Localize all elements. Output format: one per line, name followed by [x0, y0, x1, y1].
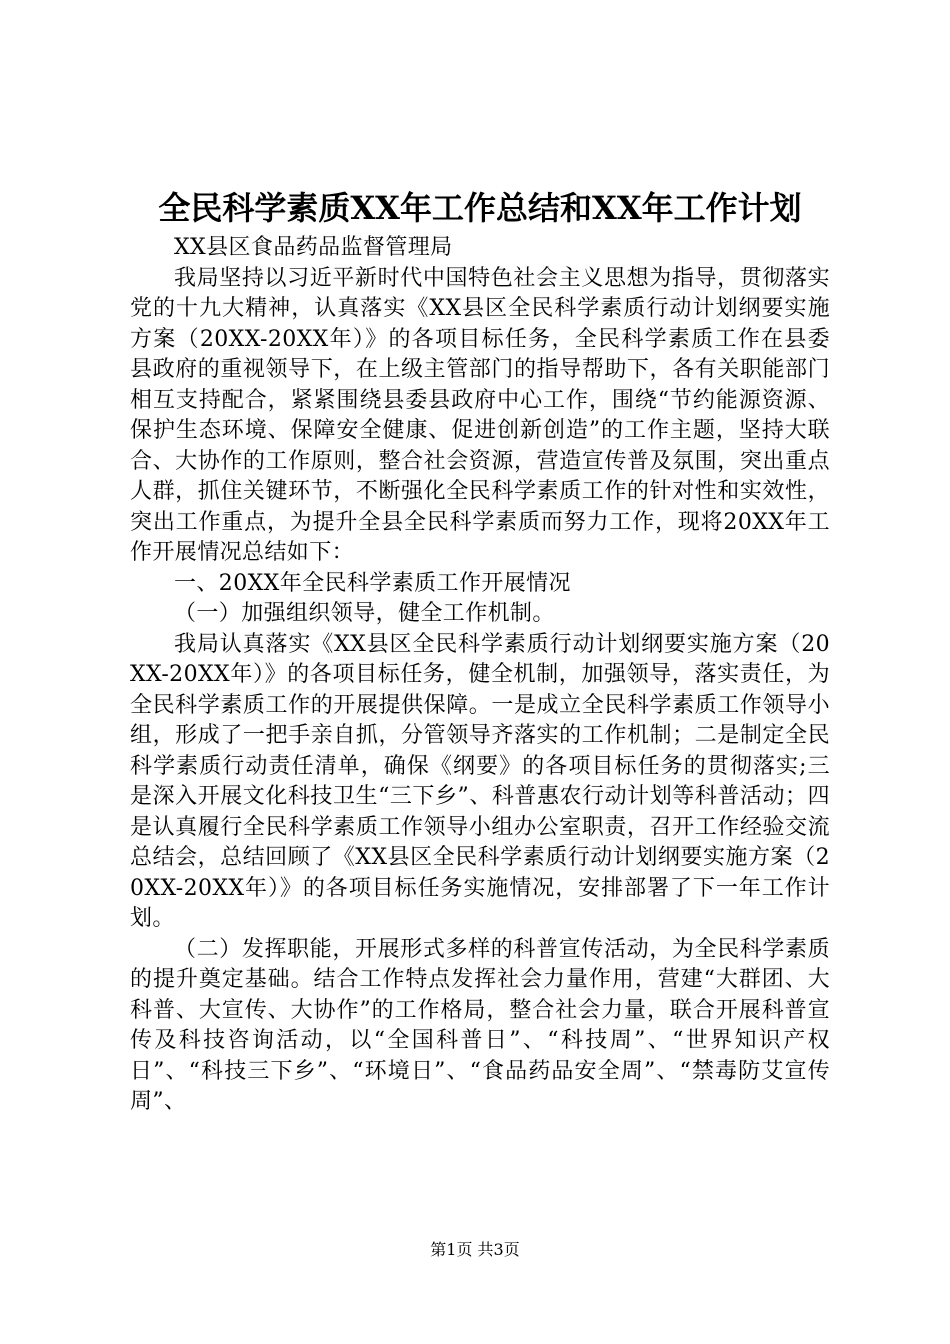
section-heading: 一、20XX年全民科学素质工作开展情况 [174, 570, 571, 596]
paragraph-subsection-2: （二）发挥职能，开展形式多样的科普宣传活动，为全民科学素质的提升奠定基础。结合工作特点发挥社会力量作用，营建“大群团、大科普、大宣传、大协作”的工作格局，整合社会力量，联合开展科普宣传及科技咨询活动，以“全国科普日”、“科技周”、“世界知识产权日”、“科技三下乡”、“环境日”、“食品药品安全周”、“禁毒防艾宣传周”、 [130, 936, 830, 1114]
issuing-organization: XX县区食品药品监督管理局 [174, 235, 453, 260]
page-footer: 第1页 共3页 [430, 1240, 520, 1259]
document-title: 全民科学素质XX年工作总结和XX年工作计划 [158, 189, 802, 227]
paragraph-subsection-1: 我局认真落实《XX县区全民科学素质行动计划纲要实施方案（20XX-20XX年）》的各项目标任务，健全机制，加强领导，落实责任，为全民科学素质工作的开展提供保障。一是成立全民科学素质工作领导小组，形成了一把手亲自抓，分管领导齐落实的工作机制；二是制定全民科学素质行动责任清单，确保《纲要》的各项目标任务的贯彻落实;三是深入开展文化科技卫生“三下乡”、科普惠农行动计划等科普活动；四是认真履行全民科学素质工作领导小组办公室职责，召开工作经验交流总结会，总结回顾了《XX县区全民科学素质行动计划纲要实施方案（20XX-20XX年）》的各项目标任务实施情况，安排部署了下一年工作计划。 [130, 631, 830, 931]
subsection-heading-1: （一）加强组织领导，健全工作机制。 [174, 601, 555, 626]
paragraph-intro: 我局坚持以习近平新时代中国特色社会主义思想为指导，贯彻落实党的十九大精神，认真落实《XX县区全民科学素质行动计划纲要实施方案（20XX-20XX年）》的各项目标任务，全民科学素质工作在县委县政府的重视领导下，在上级主管部门的指导帮助下，各有关职能部门相互支持配合，紧紧围绕县委县政府中心工作，围绕“节约能源资源、保护生态环境、保障安全健康、促进创新创造”的工作主题，坚持大联合、大协作的工作原则，整合社会资源，营造宣传普及氛围，突出重点人群，抓住关键环节，不断强化全民科学素质工作的针对性和实效性，突出工作重点，为提升全县全民科学素质而努力工作，现将20XX年工作开展情况总结如下： [130, 265, 830, 565]
document-body [130, 183, 830, 1118]
